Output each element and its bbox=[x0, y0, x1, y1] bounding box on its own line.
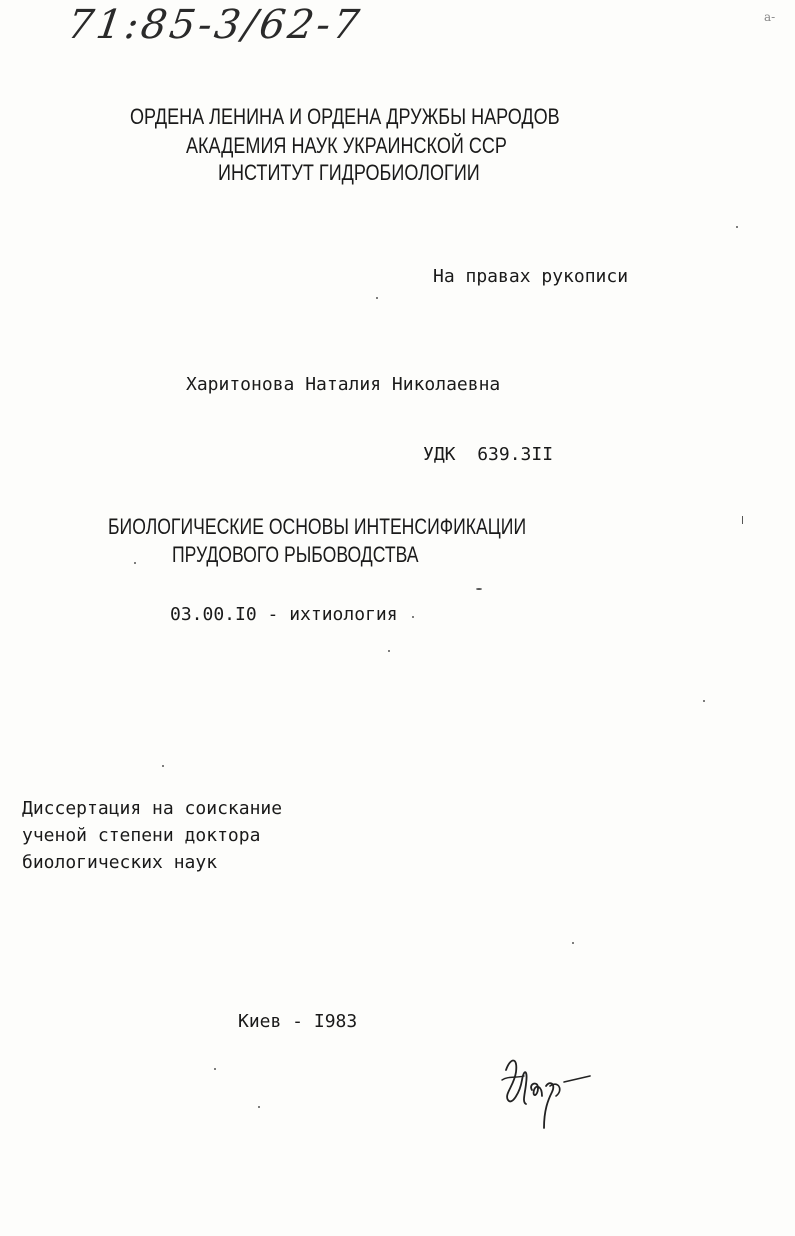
paper-speck bbox=[742, 516, 743, 524]
paper-speck bbox=[162, 765, 164, 767]
dissertation-title-line-1: БИОЛОГИЧЕСКИЕ ОСНОВЫ ИНТЕНСИФИКАЦИИ bbox=[108, 514, 527, 539]
handwritten-signature bbox=[498, 1050, 598, 1135]
paper-speck bbox=[412, 616, 414, 618]
paper-speck bbox=[736, 226, 738, 228]
paper-speck bbox=[134, 562, 136, 564]
corner-pencil-mark: a- bbox=[764, 10, 776, 24]
header-institute-line: ИНСТИТУТ ГИДРОБИОЛОГИИ bbox=[218, 160, 480, 185]
udc-label: УДК bbox=[423, 444, 456, 465]
manuscript-rights-note: На правах рукописи bbox=[433, 266, 629, 287]
udc-value: 639.3II bbox=[477, 444, 554, 465]
degree-line-2: ученой степени доктора bbox=[22, 825, 261, 846]
paper-speck bbox=[258, 1106, 260, 1108]
place-and-year: Киев - I983 bbox=[238, 1011, 358, 1032]
author-name: Харитонова Наталия Николаевна bbox=[186, 374, 501, 395]
degree-line-1: Диссертация на соискание bbox=[22, 798, 283, 819]
paper-speck bbox=[376, 297, 378, 299]
header-academy-line: АКАДЕМИЯ НАУК УКРАИНСКОЙ ССР bbox=[186, 133, 507, 158]
paper-speck bbox=[476, 588, 482, 590]
specialty-code: 03.00.I0 - ихтиология bbox=[170, 604, 398, 625]
udc-code bbox=[423, 444, 553, 465]
paper-speck bbox=[214, 1068, 216, 1070]
degree-line-3: биологических наук bbox=[22, 852, 218, 873]
archive-handwritten-mark: 71:85-3/62-7 bbox=[64, 2, 365, 48]
paper-speck bbox=[388, 650, 390, 652]
paper-speck bbox=[703, 700, 705, 702]
dissertation-title-line-2: ПРУДОВОГО РЫБОВОДСТВА bbox=[172, 542, 419, 567]
paper-speck bbox=[572, 942, 574, 944]
header-order-line: ОРДЕНА ЛЕНИНА И ОРДЕНА ДРУЖБЫ НАРОДОВ bbox=[130, 104, 560, 129]
